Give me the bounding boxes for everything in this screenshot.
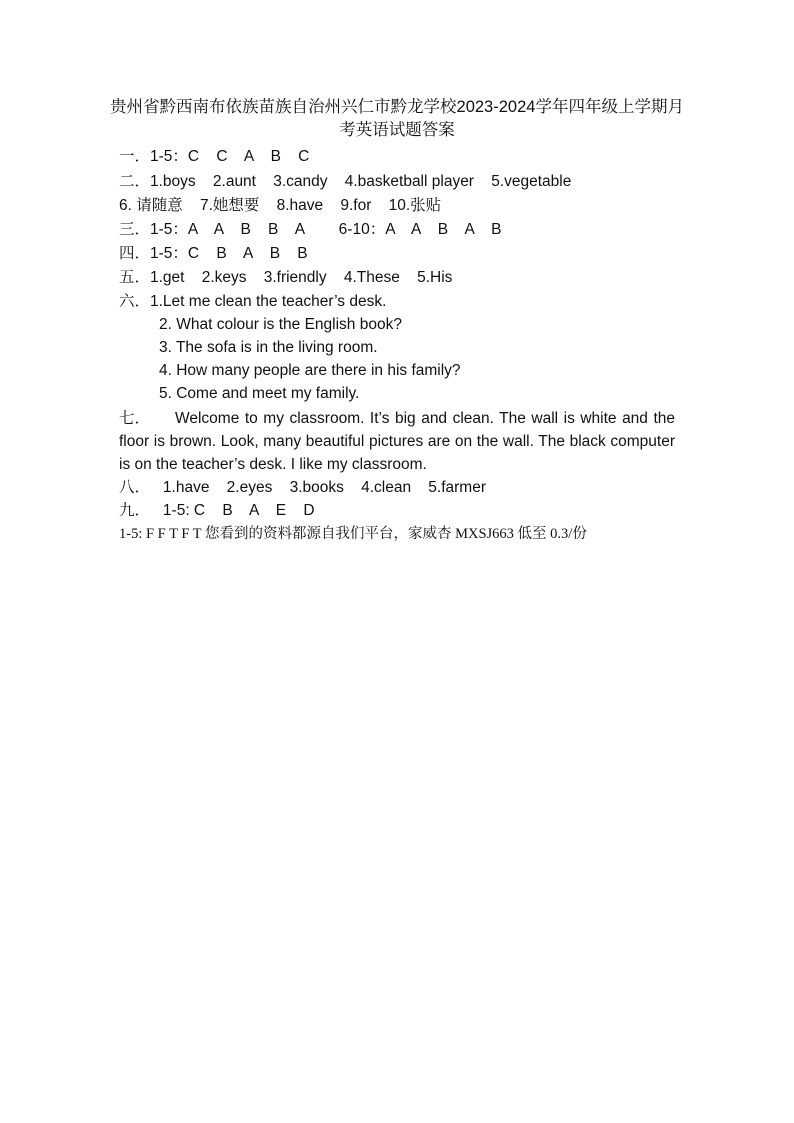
answer-section-6-item-2: 2. What colour is the English book? (159, 316, 402, 333)
document-title: 贵州省黔西南布依族苗族自治州兴仁市黔龙学校2023-2024学年四年级上学期月考英语试题答案 (110, 98, 684, 139)
answer-section-6-item-3: 3. The sofa is in the living room. (159, 339, 378, 356)
answer-section-7 (119, 407, 675, 476)
answer-section-6: 六．1.Let me clean the teacher’s desk. (119, 293, 387, 310)
answer-section-4: 四．1-5：C B A B B (119, 245, 308, 262)
section-7-label: 七． (119, 410, 151, 427)
answer-section-6-item-4: 4. How many people are there in his family? (159, 362, 461, 379)
answer-section-1: 一．1-5：C C A B C (119, 148, 310, 165)
answer-section-5: 五．1.get 2.keys 3.friendly 4.These 5.His (119, 269, 453, 286)
answer-section-8: 八． 1.have 2.eyes 3.books 4.clean 5.farmer (119, 479, 487, 496)
section-7-text: Welcome to my classroom. It’s big and clean. The wall is white and the floor is brown. Look, many beautiful pictures are on the wall. The black computer is on the teacher’s desk. I like my classroom. (119, 410, 675, 473)
source-note: 1-5: F F T F T 您看到的资料都源自我们平台，家威杏 MXSJ663 低至 0.3/份 (119, 526, 587, 542)
answer-section-6-item-5: 5. Come and meet my family. (159, 385, 360, 402)
answer-section-2-continued: 6. 请随意 7.她想要 8.have 9.for 10.张贴 (119, 197, 442, 214)
answer-section-2: 二．1.boys 2.aunt 3.candy 4.basketball player 5.vegetable (119, 173, 572, 190)
answer-section-9: 九． 1-5: C B A E D (119, 502, 315, 519)
answer-section-3: 三．1-5：A A B B A 6-10：A A B A B (119, 221, 502, 238)
